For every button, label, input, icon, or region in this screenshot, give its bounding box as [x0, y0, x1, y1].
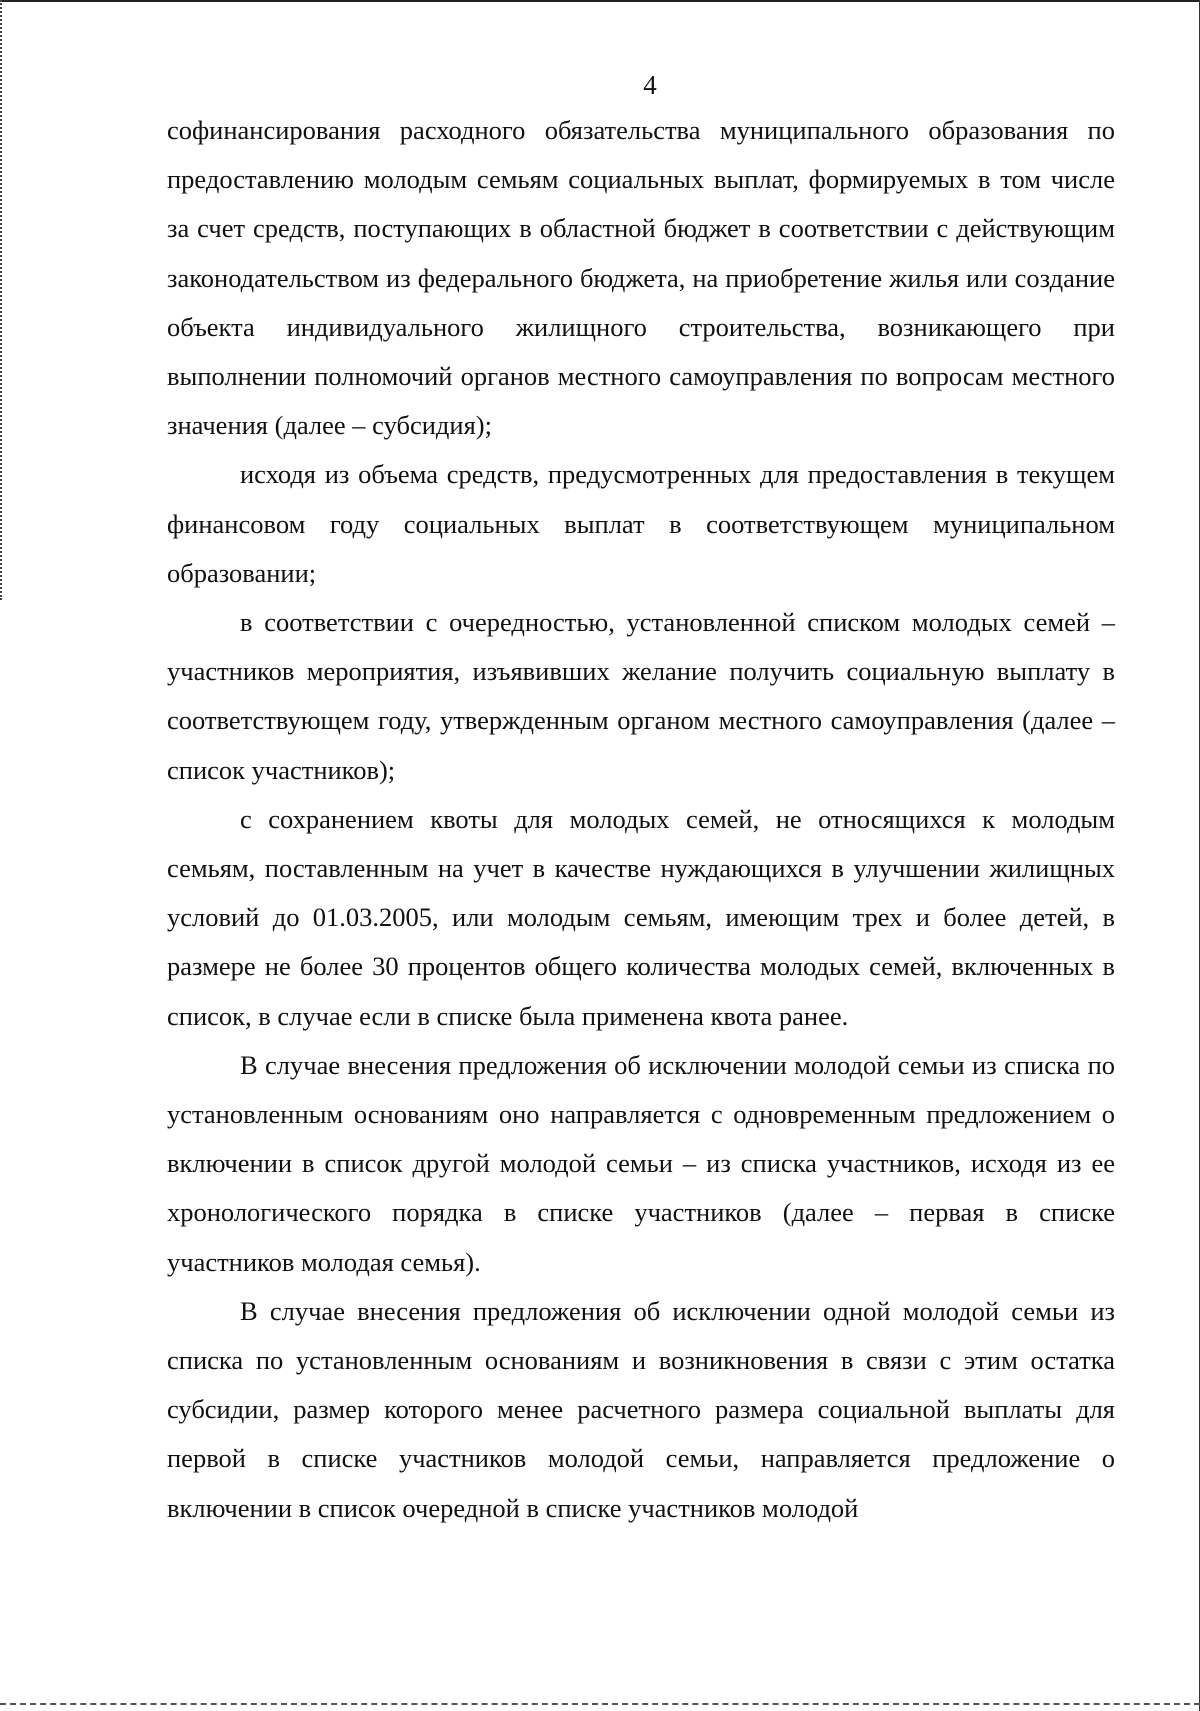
document-body	[167, 106, 1115, 1533]
paragraph: в соответствии с очередностью, установленной списком молодых семей – участников мероприятия, изъявивших желание получить социальную выплату в соответствующем году, утвержденным органом местного самоуправления (далее – список участников);	[167, 607, 1115, 785]
scan-edge-bottom	[0, 1703, 1200, 1705]
paragraph: В случае внесения предложения об исключении молодой семьи из списка по установленным основаниям оно направляется с одновременным предложением о включении в список другой молодой семьи – из списка участников, исходя из ее хронологического порядка в списке участников (далее – первая в списке участников молодая семья).	[167, 1049, 1115, 1277]
page-number: 4	[643, 70, 657, 100]
paragraph: исходя из объема средств, предусмотренных для предоставления в текущем финансовом году социальных выплат в соответствующем муниципальном образовании;	[167, 459, 1115, 588]
paragraph: с сохранением квоты для молодых семей, не относящихся к молодым семьям, поставленным на учет в качестве нуждающихся в улучшении жилищных условий до 01.03.2005, или молодым семьям, имеющим трех и более детей, в размере не более 30 процентов общего количества молодых семей, включенных в список, в случае если в списке была применена квота ранее.	[167, 803, 1115, 1031]
paragraph: В случае внесения предложения об исключении одной молодой семьи из списка по установленным основаниям и возникновения в связи с этим остатка субсидии, размер которого менее расчетного размера социальной выплаты для первой в списке участников молодой семьи, направляется предложение о включении в список очередной в списке участников молодой	[167, 1295, 1115, 1523]
scan-edge-top	[0, 0, 1200, 2]
paragraph-continuation: софинансирования расходного обязательства муниципального образования по предоставлению молодым семьям социальных выплат, формируемых в том числе за счет средств, поступающих в областной бюджет в соответствии с действующим законодательством из федерального бюджета, на приобретение жилья или создание объекта индивидуального жилищного строительства, возникающего при выполнении полномочий органов местного самоуправления по вопросам местного значения (далее – субсидия);	[167, 115, 1115, 441]
